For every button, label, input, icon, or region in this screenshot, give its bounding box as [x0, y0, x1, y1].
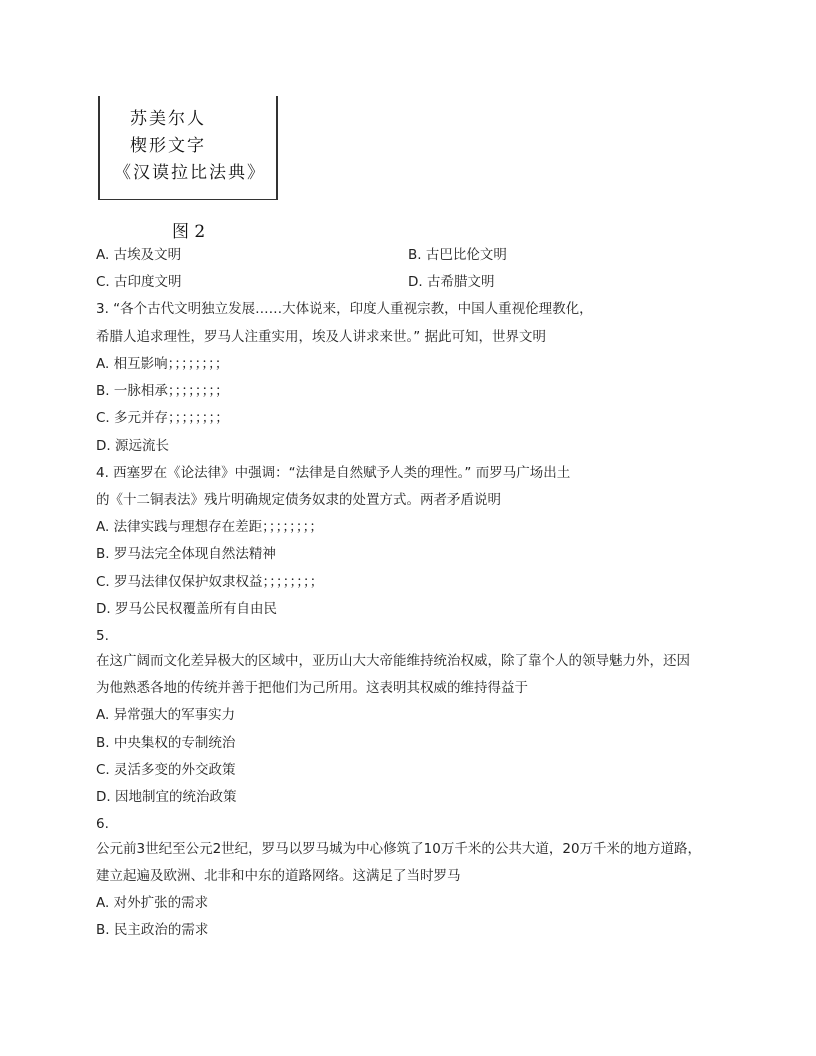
q2-option-d: D. 古希腊文明 [408, 274, 495, 290]
q4-option-b: B. 罗马法完全体现自然法精神 [96, 546, 276, 562]
figure-2-box [98, 96, 278, 200]
q6-stem: 建立起遍及欧洲、北非和中东的道路网络。这满足了当时罗马 [96, 868, 461, 884]
q2-option-c: C. 古印度文明 [96, 274, 182, 290]
q4-stem: 的《十二铜表法》残片明确规定债务奴隶的处置方式。两者矛盾说明 [96, 492, 501, 508]
figure-caption: 图 2 [172, 222, 206, 242]
q5-option-b: B. 中央集权的专制统治 [96, 735, 236, 751]
q6-option-a: A. 对外扩张的需求 [96, 895, 209, 911]
q3-option-a: A. 相互影响；；；；；；；； [96, 356, 229, 372]
q5-stem: 为他熟悉各地的传统并善于把他们为己所用。这表明其权威的维持得益于 [96, 680, 528, 696]
figure-line: 苏美尔人 [130, 109, 206, 129]
q3-stem: 希腊人追求理性，罗马人注重实用，埃及人讲求来世。” 据此可知，世界文明 [96, 329, 547, 345]
q5-option-d: D. 因地制宜的统治政策 [96, 789, 237, 805]
q3-option-b: B. 一脉相承；；；；；；；； [96, 383, 229, 399]
q6-stem: 公元前3世纪至公元2世纪，罗马以罗马城为中心修筑了10万千米的公共大道，20万千米的地方道路， [96, 841, 702, 857]
q6-number: 6. [96, 816, 109, 832]
figure-line: 楔形文字 [130, 136, 206, 156]
q3-stem: 3. “各个古代文明独立发展……大体说来，印度人重视宗教，中国人重视伦理教化， [96, 301, 593, 317]
q4-option-a: A. 法律实践与理想存在差距；；；；；；；； [96, 519, 323, 535]
q3-option-d: D. 源远流长 [96, 438, 169, 454]
q5-number: 5. [96, 628, 109, 644]
q5-option-a: A. 异常强大的军事实力 [96, 707, 236, 723]
q2-option-a: A. 古埃及文明 [96, 247, 182, 263]
q3-option-c: C. 多元并存；；；；；；；； [96, 410, 229, 426]
q2-option-b: B. 古巴比伦文明 [408, 247, 507, 263]
q5-stem: 在这广阔而文化差异极大的区域中，亚历山大大帝能维持统治权威，除了靠个人的领导魅力外，还因 [96, 653, 690, 669]
figure-line: 《汉谟拉比法典》 [114, 163, 266, 183]
q6-option-b: B. 民主政治的需求 [96, 922, 209, 938]
q5-option-c: C. 灵活多变的外交政策 [96, 762, 236, 778]
q4-option-d: D. 罗马公民权覆盖所有自由民 [96, 601, 277, 617]
q4-stem: 4. 西塞罗在《论法律》中强调：“法律是自然赋予人类的理性。” 而罗马广场出土 [96, 465, 571, 481]
q4-option-c: C. 罗马法律仅保护奴隶权益；；；；；；；； [96, 574, 324, 590]
